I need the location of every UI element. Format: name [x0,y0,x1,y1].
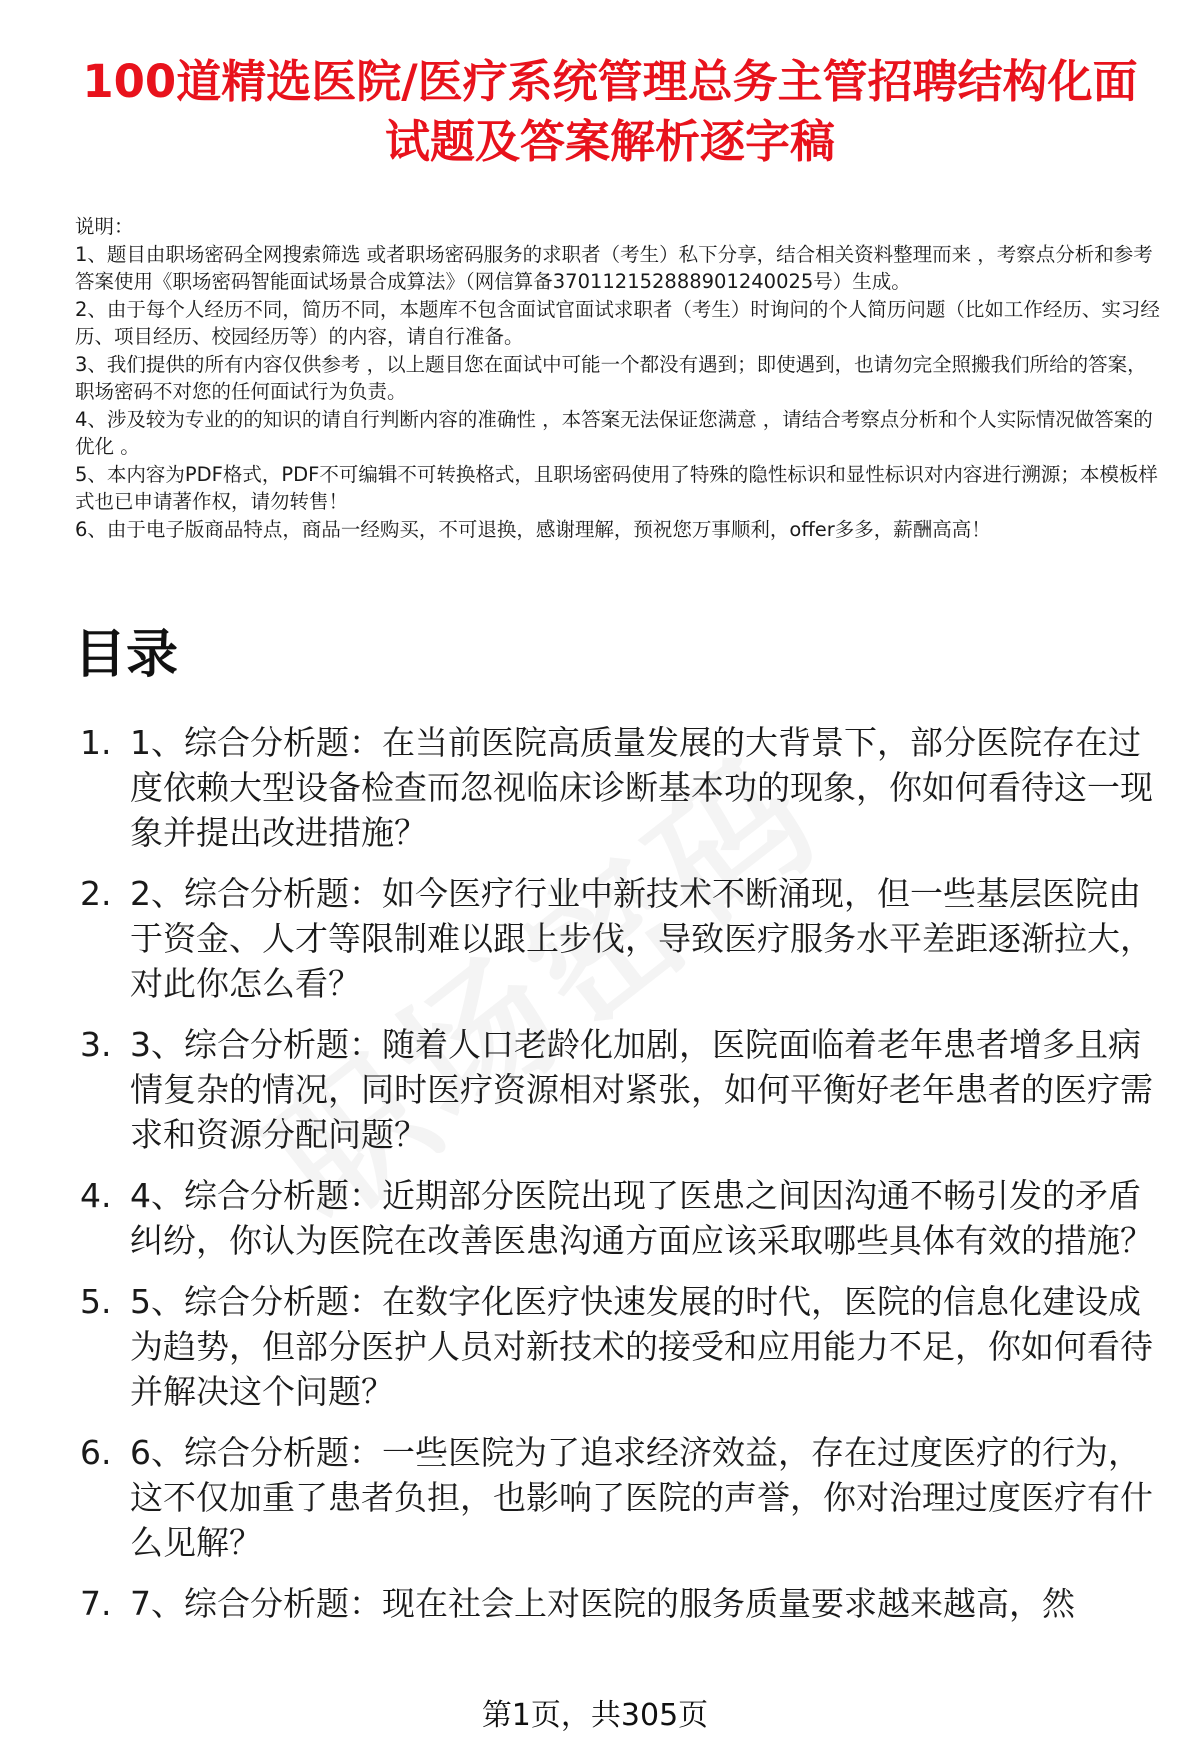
toc-item[interactable] [80,1581,1170,1626]
note-item: 4、涉及较为专业的的知识的请自行判断内容的准确性 ，本答案无法保证您满意 ，请结合考察点分析和个人实际情况做答案的优化 。 [75,407,1153,458]
notes-section [75,213,1165,543]
toc-item-text[interactable]: 1、综合分析题：在当前医院高质量发展的大背景下，部分医院存在过度依赖大型设备检查而忽视临床诊断基本功的现象，你如何看待这一现象并提出改进措施？ [130,723,1153,852]
toc-heading: 目录 [74,625,179,685]
toc-item-text[interactable]: 4、综合分析题：近期部分医院出现了医患之间因沟通不畅引发的矛盾纠纷，你认为医院在改善医患沟通方面应该采取哪些具体有效的措施？ [130,1176,1153,1260]
toc-item-text[interactable]: 7、综合分析题：现在社会上对医院的服务质量要求越来越高，然 [130,1584,1075,1623]
toc-list [80,720,1170,1642]
toc-item-text[interactable]: 6、综合分析题：一些医院为了追求经济效益，存在过度医疗的行为，这不仅加重了患者负担，也影响了医院的声誉，你对治理过度医疗有什么见解？ [130,1433,1153,1562]
notes-heading: 说明： [75,215,134,238]
toc-item[interactable] [80,1279,1170,1414]
toc-item[interactable] [80,720,1170,855]
document-title: 100道精选医院/医疗系统管理总务主管招聘结构化面试题及答案解析逐字稿 [82,55,1138,168]
toc-item[interactable] [80,1022,1170,1157]
toc-item-number: 4. [80,1176,112,1215]
toc-item-number: 7. [80,1584,112,1623]
note-item: 5、本内容为PDF格式，PDF不可编辑不可转换格式，且职场密码使用了特殊的隐性标识和显性标识对内容进行溯源；本模板样式也已申请著作权，请勿转售！ [75,462,1158,513]
note-item: 3、我们提供的所有内容仅供参考 ，以上题目您在面试中可能一个都没有遇到；即使遇到，也请勿完全照搬我们所给的答案，职场密码不对您的任何面试行为负责。 [75,352,1147,403]
page-footer: 第1页，共305页 [481,1698,709,1733]
toc-item-text[interactable]: 2、综合分析题：如今医疗行业中新技术不断涌现，但一些基层医院由于资金、人才等限制难以跟上步伐，导致医疗服务水平差距逐渐拉大，对此你怎么看？ [130,874,1153,1003]
toc-item[interactable] [80,1430,1170,1565]
note-item: 6、由于电子版商品特点，商品一经购买，不可退换，感谢理解，预祝您万事顺利，offer多多，薪酬高高！ [75,517,991,541]
toc-item-number: 1. [80,723,112,762]
toc-item-text[interactable]: 5、综合分析题：在数字化医疗快速发展的时代，医院的信息化建设成为趋势，但部分医护人员对新技术的接受和应用能力不足，你如何看待并解决这个问题？ [130,1282,1153,1411]
toc-item[interactable] [80,871,1170,1006]
toc-item-number: 6. [80,1433,112,1472]
toc-item-number: 5. [80,1282,112,1321]
note-item: 1、题目由职场密码全网搜索筛选 或者职场密码服务的求职者（考生）私下分享，结合相关资料整理而来 ，考察点分析和参考答案使用《职场密码智能面试场景合成算法》（网信算备370112152888901240025号）生成。 [75,242,1153,293]
toc-item[interactable] [80,1173,1170,1263]
toc-item-text[interactable]: 3、综合分析题：随着人口老龄化加剧，医院面临着老年患者增多且病情复杂的情况，同时医疗资源相对紧张，如何平衡好老年患者的医疗需求和资源分配问题？ [130,1025,1153,1154]
toc-item-number: 3. [80,1025,112,1064]
toc-item-number: 2. [80,874,112,913]
note-item: 2、由于每个人经历不同，简历不同，本题库不包含面试官面试求职者（考生）时询问的个人简历问题（比如工作经历、实习经历、项目经历、校园经历等）的内容，请自行准备。 [75,297,1160,348]
